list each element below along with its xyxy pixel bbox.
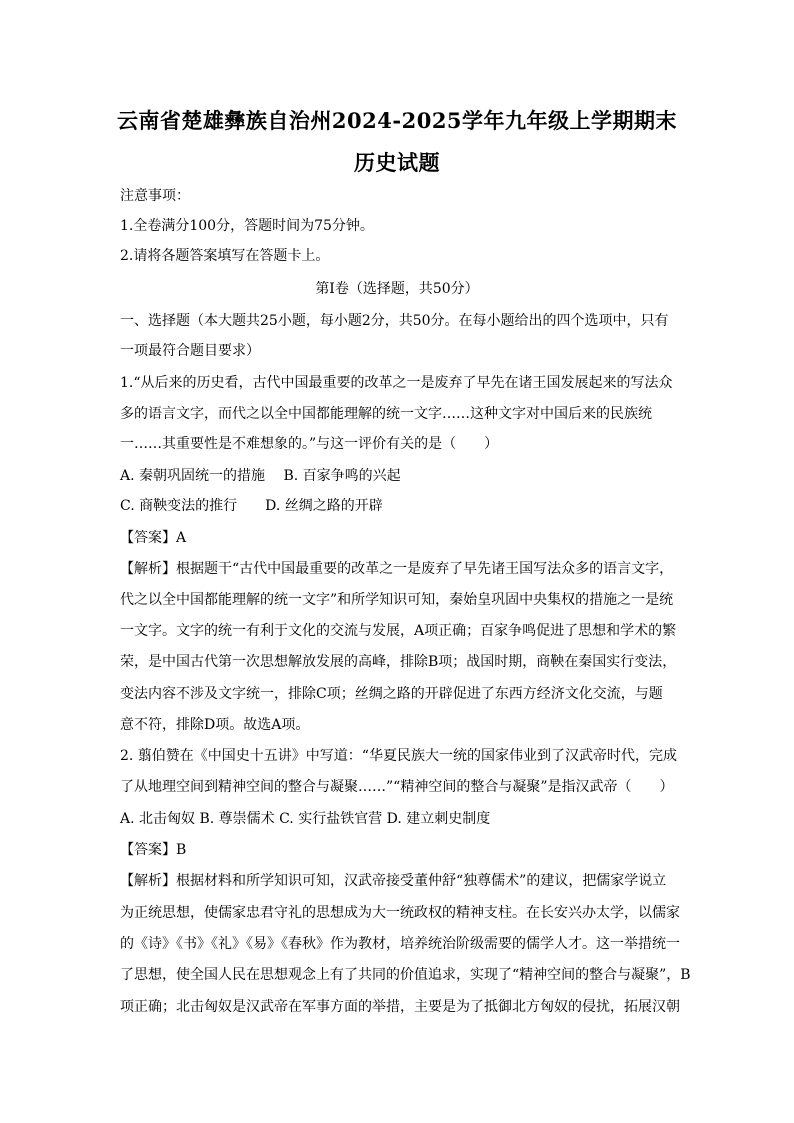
question-options: A. 北击匈奴 B. 尊崇儒术 C. 实行盐铁官营 D. 建立刺史制度 <box>120 811 491 827</box>
question-stem: 多的语言文字，而代之以全中国都能理解的统一文字……这种文字对中国后来的民族统 <box>120 406 652 422</box>
note-item: 1.全卷满分100分，答题时间为75分钟。 <box>120 218 374 234</box>
analysis-line: 为正统思想，使儒家忠君守礼的思想成为大一统政权的精神支柱。在长安兴办太学，以儒家 <box>120 905 680 921</box>
question-stem: 1.“从后来的历史看，古代中国最重要的改革之一是废弃了早先在诸王国发展起来的写法众 <box>120 375 673 391</box>
part-heading: 第I卷（选择题，共50分） <box>315 281 479 297</box>
notes-heading: 注意事项： <box>120 188 190 204</box>
analysis-line: 意不符，排除D项。故选A项。 <box>120 717 310 733</box>
analysis-line: 变法内容不涉及文字统一，排除C项；丝绸之路的开辟促进了东西方经济文化交流，与题 <box>120 686 663 702</box>
analysis-line: 一文字。文字的统一有利于文化的交流与发展，A项正确；百家争鸣促进了思想和学术的繁 <box>120 623 677 639</box>
instructions-line: 一项最符合题目要求） <box>120 343 260 359</box>
question-stem: 2. 翦伯赞在《中国史十五讲》中写道：“华夏民族大一统的国家伟业到了汉武帝时代，完成 <box>120 748 677 764</box>
analysis-line: 代之以全中国都能理解的统一文字”和所学知识可知，秦始皇巩固中央集权的措施之一是统 <box>120 592 674 608</box>
analysis-line: 荣，是中国古代第一次思想解放发展的高峰，排除B项；战国时期，商鞅在秦国实行变法， <box>120 654 677 670</box>
answer: 【答案】A <box>120 530 187 546</box>
question-options: A. 秦朝巩固统一的措施 B. 百家争鸣的兴起 <box>120 468 401 484</box>
answer: 【答案】B <box>120 842 187 858</box>
instructions-line: 一、选择题（本大题共25小题，每小题2分，共50分。在每小题给出的四个选项中，只有 <box>120 313 669 329</box>
question-stem: 了从地理空间到精神空间的整合与凝聚……”“精神空间的整合与凝聚”是指汉武帝（ ） <box>120 779 674 795</box>
analysis-line: 【解析】根据题干“古代中国最重要的改革之一是废弃了早先诸王国写法众多的语言文字， <box>120 561 674 577</box>
analysis-line: 【解析】根据材料和所学知识可知，汉武帝接受董仲舒“独尊儒术”的建议，把儒家学说立 <box>120 873 667 889</box>
analysis-line: 的《诗》《书》《礼》《易》《春秋》作为教材，培养统治阶级需要的儒学人才。这一举措统一 <box>120 936 680 952</box>
note-item: 2.请将各题答案填写在答题卡上。 <box>120 248 330 264</box>
exam-subtitle: 历史试题 <box>354 150 440 175</box>
question-stem: 一……其重要性是不难想象的。”与这一评价有关的是（ ） <box>120 436 499 452</box>
analysis-line: 项正确；北击匈奴是汉武帝在军事方面的举措，主要是为了抵御北方匈奴的侵扰，拓展汉朝 <box>120 999 680 1015</box>
exam-title: 云南省楚雄彝族自治州2024-2025学年九年级上学期期末 <box>116 108 678 133</box>
analysis-line: 了思想，使全国人民在思想观念上有了共同的价值追求，实现了“精神空间的整合与凝聚”，B <box>120 967 691 983</box>
question-options: C. 商鞅变法的推行 D. 丝绸之路的开辟 <box>120 498 383 514</box>
